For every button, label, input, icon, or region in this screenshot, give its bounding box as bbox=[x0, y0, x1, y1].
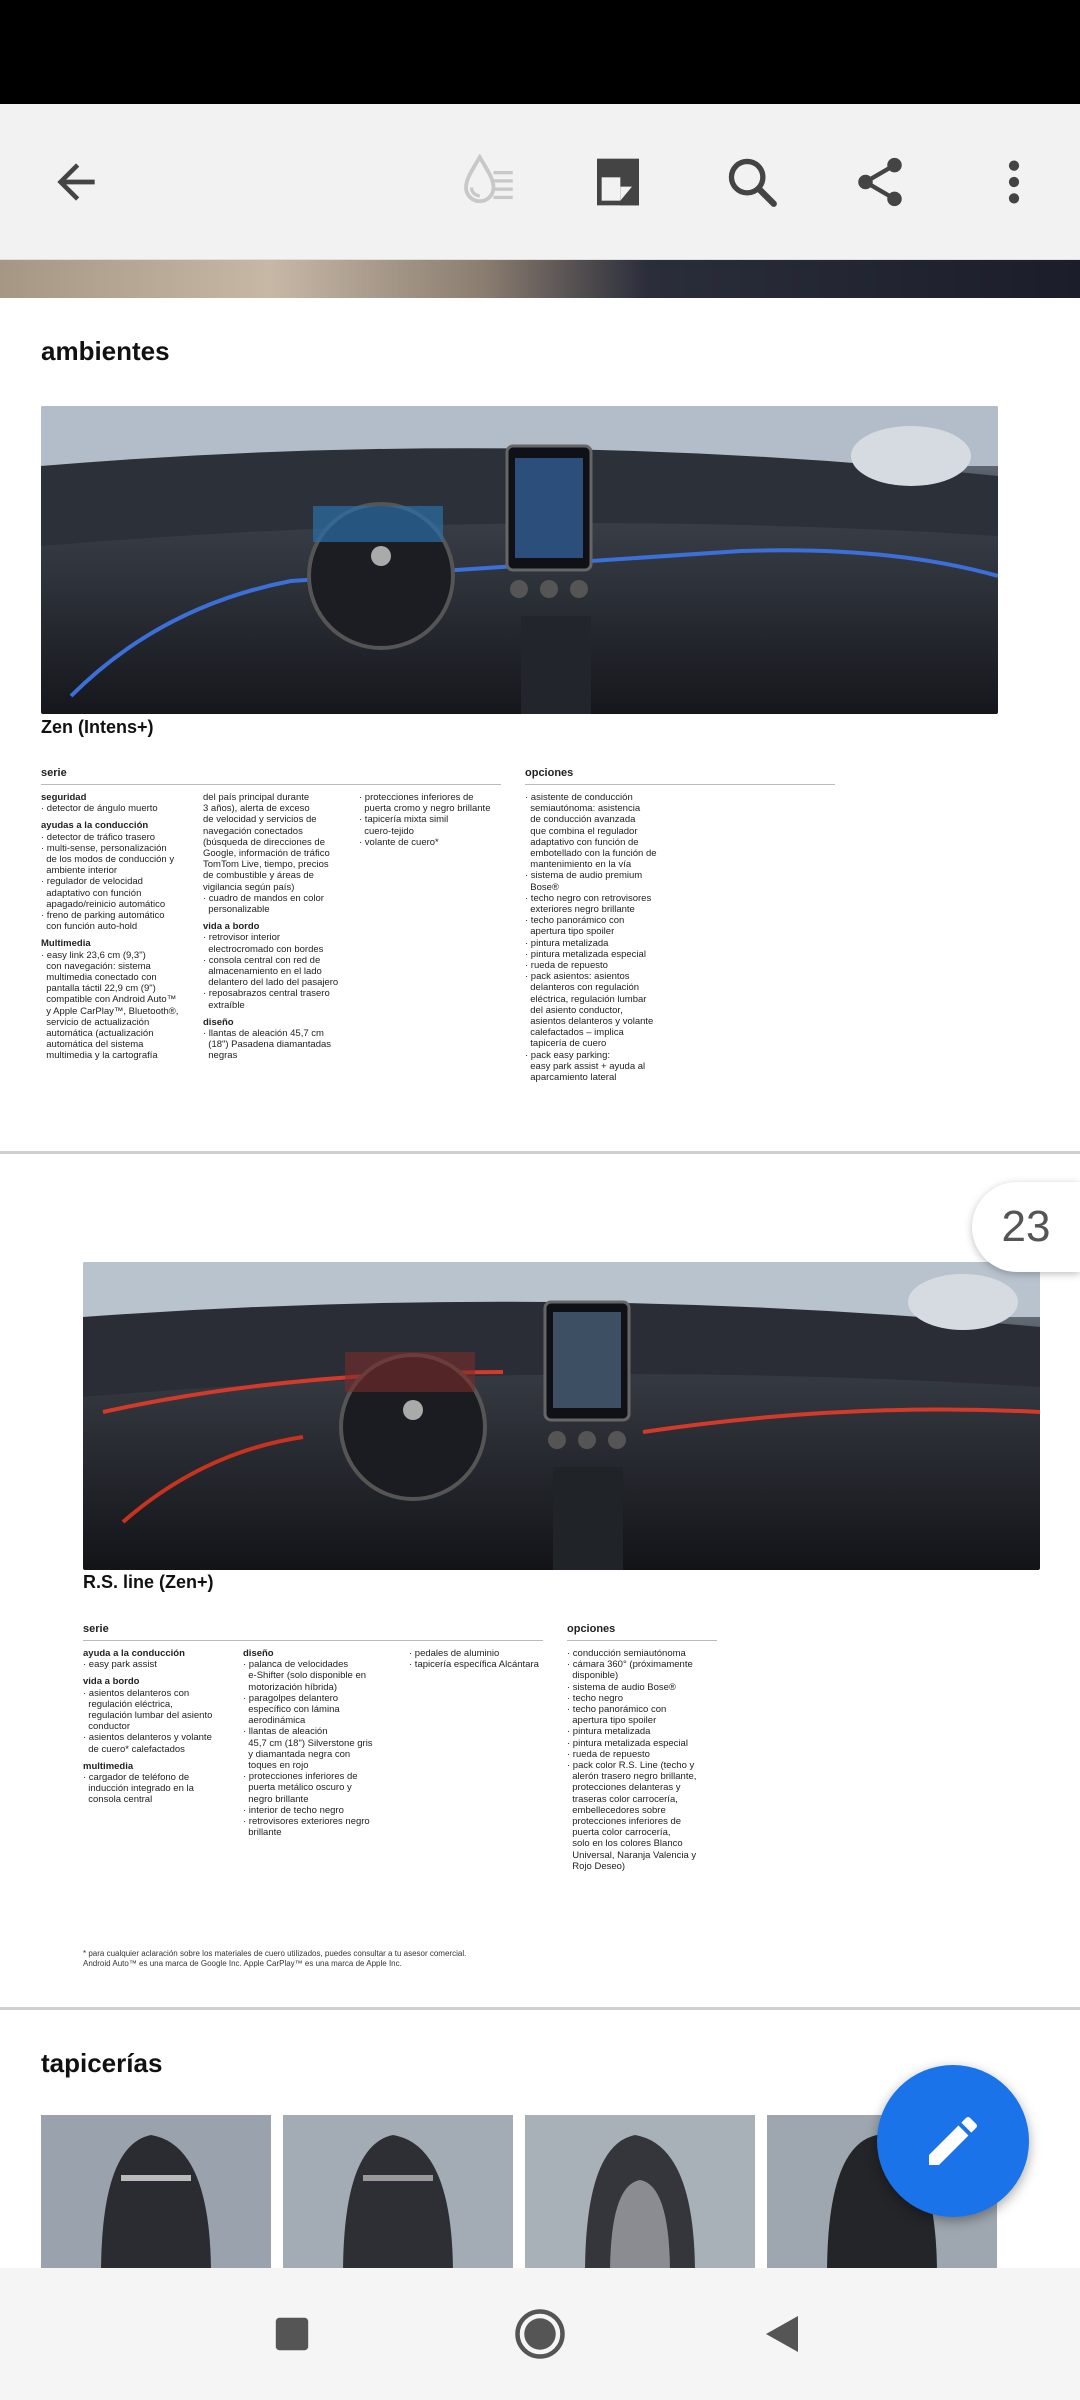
footnote-leather: * para cualquier aclaración sobre los materiales de cuero utilizados, puedes consultar a tu asesor comercial. bbox=[83, 1949, 467, 1958]
spec-line: · conducción semiautónoma bbox=[567, 1648, 686, 1659]
spec-group-heading: diseño bbox=[203, 1016, 234, 1028]
page-layout-icon bbox=[590, 154, 646, 210]
spec-line: automática (actualización bbox=[41, 1028, 154, 1040]
spec-line: aparcamiento lateral bbox=[525, 1072, 617, 1084]
spec-line: · regulador de velocidad bbox=[41, 876, 143, 888]
spec-line: apagado/reinicio automático bbox=[41, 898, 166, 910]
upholstery-thumb-3 bbox=[525, 2115, 755, 2268]
spec-line: (búsqueda de direcciones de bbox=[203, 836, 326, 848]
spec-line: · interior de techo negro bbox=[243, 1804, 344, 1816]
spec-line: · protecciones inferiores de bbox=[359, 792, 474, 803]
spec-group-heading: ayuda a la conducción bbox=[83, 1648, 185, 1659]
opciones-rule bbox=[567, 1640, 717, 1641]
system-nav-bar bbox=[0, 2268, 1080, 2400]
spec-line: · multi-sense, personalización bbox=[41, 842, 167, 854]
spec-line: puerta color carrocería, bbox=[567, 1827, 671, 1839]
spec-line: · pintura metalizada bbox=[567, 1726, 651, 1738]
spec-line: · asientos delanteros y volante bbox=[83, 1732, 212, 1744]
nav-back-button[interactable] bbox=[746, 2298, 818, 2370]
spec-line: eléctrica, regulación lumbar bbox=[525, 993, 647, 1005]
footnote bbox=[83, 1949, 466, 1969]
home-button[interactable] bbox=[504, 2298, 576, 2370]
spec-line: protecciones inferiores de bbox=[567, 1816, 682, 1828]
spec-line: Universal, Naranja Valencia y bbox=[567, 1849, 697, 1861]
spec-line: alerón trasero negro brillante, bbox=[567, 1771, 697, 1783]
spec-line: · pack easy parking: bbox=[525, 1049, 611, 1061]
spec-col-2 bbox=[203, 792, 338, 1062]
spec-line: y Apple CarPlay™, Bluetooth®, bbox=[41, 1005, 179, 1017]
spec-line: calefactados – implica bbox=[525, 1027, 624, 1039]
edit-pencil-icon bbox=[921, 2109, 985, 2173]
spec-group-heading: multimedia bbox=[83, 1760, 134, 1772]
spec-line: · llantas de aleación 45,7 cm bbox=[203, 1028, 324, 1040]
footnote-trademarks: Android Auto™ es una marca de Google Inc. Apple CarPlay™ es una marca de Apple Inc. bbox=[83, 1959, 402, 1968]
document-page[interactable] bbox=[0, 260, 1080, 2268]
spec-line: · asientos delanteros con bbox=[83, 1687, 190, 1699]
spec-line: con navegación: sistema bbox=[41, 960, 151, 972]
spec-line: apertura tipo spoiler bbox=[567, 1715, 657, 1727]
status-bar bbox=[0, 0, 1080, 104]
spec-line: · protecciones inferiores de bbox=[243, 1771, 358, 1783]
opciones-label: opciones bbox=[525, 767, 574, 779]
spec-line: e-Shifter (solo disponible en bbox=[243, 1670, 367, 1682]
spec-line: almacenamiento en el lado bbox=[203, 966, 322, 978]
spec-line: personalizable bbox=[203, 904, 270, 916]
spec-line: negras bbox=[203, 1050, 238, 1062]
spec-line: ambiente interior bbox=[41, 865, 118, 877]
spec-col-3 bbox=[359, 792, 490, 848]
spec-line: · consola central con red de bbox=[203, 954, 321, 966]
spec-line: del país principal durante bbox=[203, 792, 310, 803]
section-heading-ambientes: ambientes bbox=[41, 336, 170, 366]
spec-group-heading: ayudas a la conducción bbox=[41, 820, 149, 832]
page-number-indicator[interactable]: 23 bbox=[972, 1182, 1080, 1272]
spec-line: cuero-tejido bbox=[359, 825, 414, 837]
spec-line: extraíble bbox=[203, 999, 245, 1011]
search-icon bbox=[723, 153, 781, 211]
serie-label: serie bbox=[41, 767, 67, 779]
spec-line: adaptativo con función de bbox=[525, 836, 639, 848]
home-circle-icon bbox=[513, 2307, 567, 2361]
spec-line: de cuero* calefactados bbox=[83, 1743, 185, 1755]
page-separator bbox=[0, 1151, 1080, 1154]
spec-line: · easy park assist bbox=[83, 1659, 157, 1671]
spec-line: pantalla táctil 22,9 cm (9") bbox=[41, 983, 156, 995]
spec-line: de conducción avanzada bbox=[525, 814, 636, 826]
spec-line: servicio de actualización bbox=[41, 1016, 150, 1028]
spec-line: mantenimiento en la vía bbox=[525, 859, 632, 871]
spec-line: puerta cromo y negro brillante bbox=[359, 803, 491, 815]
spec-col-1 bbox=[41, 792, 178, 1062]
spec-line: delanteros con regulación bbox=[525, 982, 640, 994]
spec-line: negro brillante bbox=[243, 1793, 309, 1805]
caption-rs-line: R.S. line (Zen+) bbox=[83, 1572, 214, 1592]
spec-line: · easy link 23,6 cm (9,3") bbox=[41, 949, 146, 961]
share-button[interactable] bbox=[840, 142, 920, 222]
serie-rule bbox=[83, 1640, 543, 1641]
spec-line: y diamantada negra con bbox=[243, 1748, 351, 1760]
spec-line: electrocromado con bordes bbox=[203, 943, 324, 955]
page-layout-button[interactable] bbox=[578, 142, 658, 222]
upholstery-thumb-1 bbox=[41, 2115, 271, 2268]
spec-line: del asiento conductor, bbox=[525, 1004, 623, 1016]
opciones-rule bbox=[525, 784, 835, 785]
spec-table-zen bbox=[41, 768, 841, 1098]
interior-photo-rs-line bbox=[83, 1262, 1040, 1570]
recents-button[interactable] bbox=[256, 2298, 328, 2370]
spec-line: con función auto-hold bbox=[41, 921, 138, 933]
spec-line: · tapicería mixta simil bbox=[359, 814, 449, 826]
more-vert-icon bbox=[994, 154, 1034, 210]
spec-line: TomTom Live, tiempo, precios bbox=[203, 859, 329, 871]
spec-line: compatible con Android Auto™ bbox=[41, 994, 177, 1006]
spec-line: aerodinámica bbox=[243, 1715, 306, 1727]
spec-line: traseras color carrocería, bbox=[567, 1793, 678, 1805]
spec-line: toques en rojo bbox=[243, 1760, 309, 1772]
spec-line: específico con lámina bbox=[243, 1704, 340, 1716]
previous-page-photo bbox=[0, 260, 1080, 298]
spec-line: · sistema de audio Bose® bbox=[567, 1681, 676, 1693]
spec-line: · retrovisor interior bbox=[203, 932, 281, 944]
spec-line: 3 años), alerta de exceso bbox=[203, 803, 310, 815]
spec-line: · volante de cuero* bbox=[359, 836, 439, 848]
spec-line: brillante bbox=[243, 1827, 282, 1839]
spec-line: embellecedores sobre bbox=[567, 1804, 666, 1816]
spec-line: delantero del lado del pasajero bbox=[203, 977, 339, 989]
spec-line: easy park assist + ayuda al bbox=[525, 1060, 646, 1072]
spec-line: · paragolpes delantero bbox=[243, 1692, 339, 1704]
spec-group-heading: seguridad bbox=[41, 792, 87, 803]
opciones-label: opciones bbox=[567, 1623, 616, 1635]
spec-line: · rueda de repuesto bbox=[525, 960, 608, 972]
spec-group-heading: Multimedia bbox=[41, 938, 91, 950]
spec-line: exteriores negro brillante bbox=[525, 904, 635, 916]
spec-line: · pack color R.S. Line (techo y bbox=[567, 1760, 695, 1772]
spec-line: Bose® bbox=[525, 881, 559, 893]
reading-mode-button[interactable] bbox=[448, 142, 528, 222]
spec-line: · asistente de conducción bbox=[525, 792, 633, 803]
spec-line: multimedia y la cartografía bbox=[41, 1050, 158, 1062]
spec-line: disponible) bbox=[567, 1670, 619, 1682]
spec-line: vigilancia según país) bbox=[203, 881, 295, 893]
back-triangle-icon bbox=[762, 2314, 802, 2354]
spec-line: de los modos de conducción y bbox=[41, 854, 175, 866]
reading-mode-icon bbox=[455, 149, 521, 215]
spec-line: adaptativo con función bbox=[41, 887, 142, 899]
spec-line: · techo negro bbox=[567, 1692, 623, 1704]
spec-line: semiautónoma: asistencia bbox=[525, 803, 641, 815]
search-button[interactable] bbox=[712, 142, 792, 222]
spec-line: (18") Pasadena diamantadas bbox=[203, 1039, 332, 1051]
recents-square-icon bbox=[274, 2316, 310, 2352]
spec-group-heading: vida a bordo bbox=[83, 1676, 140, 1688]
section-heading-tapicerias: tapicerías bbox=[41, 2048, 163, 2078]
interior-photo-zen bbox=[41, 406, 998, 714]
spec-col-4 bbox=[525, 792, 657, 1083]
spec-group-heading: vida a bordo bbox=[203, 921, 260, 933]
spec-line: · detector de tráfico trasero bbox=[41, 831, 156, 843]
spec-line: · techo panorámico con bbox=[567, 1704, 667, 1716]
spec-line: · pintura metalizada especial bbox=[567, 1737, 688, 1749]
serie-label: serie bbox=[83, 1623, 109, 1635]
spec-line: · pack asientos: asientos bbox=[525, 971, 630, 983]
spec-col-1 bbox=[83, 1648, 212, 1806]
spec-line: automática del sistema bbox=[41, 1039, 144, 1051]
arrow-left-icon bbox=[48, 154, 104, 210]
spec-group-heading: diseño bbox=[243, 1648, 274, 1659]
spec-line: de velocidad y servicios de bbox=[203, 814, 317, 826]
spec-line: · cuadro de mandos en color bbox=[203, 892, 324, 904]
spec-col-2 bbox=[243, 1648, 373, 1838]
spec-line: · cámara 360° (próximamente bbox=[567, 1659, 693, 1671]
spec-line: · palanca de velocidades bbox=[243, 1659, 349, 1671]
spec-line: · retrovisores exteriores negro bbox=[243, 1816, 370, 1828]
spec-line: Rojo Deseo) bbox=[567, 1860, 626, 1872]
spec-line: que combina el regulador bbox=[525, 825, 638, 837]
spec-line: regulación lumbar del asiento bbox=[83, 1710, 213, 1722]
spec-col-3 bbox=[409, 1648, 539, 1670]
spec-line: puerta metálico oscuro y bbox=[243, 1782, 352, 1794]
spec-line: · sistema de audio premium bbox=[525, 870, 643, 882]
toolbar bbox=[0, 104, 1080, 260]
spec-line: · pedales de aluminio bbox=[409, 1648, 500, 1659]
spec-line: multimedia conectado con bbox=[41, 972, 157, 984]
caption-zen-intens: Zen (Intens+) bbox=[41, 717, 154, 737]
spec-line: tapicería de cuero bbox=[525, 1038, 607, 1050]
spec-line: apertura tipo spoiler bbox=[525, 926, 615, 938]
spec-line: embotellado con la función de bbox=[525, 848, 657, 860]
spec-line: solo en los colores Blanco bbox=[567, 1838, 683, 1850]
spec-line: · pintura metalizada especial bbox=[525, 948, 646, 960]
share-icon bbox=[851, 153, 909, 211]
spec-line: navegación conectados bbox=[203, 825, 303, 837]
spec-line: · llantas de aleación bbox=[243, 1726, 328, 1738]
spec-line: asientos delanteros y volante bbox=[525, 1016, 654, 1028]
serie-rule bbox=[41, 784, 501, 785]
spec-line: · freno de parking automático bbox=[41, 910, 165, 922]
spec-line: · cargador de teléfono de bbox=[83, 1772, 190, 1784]
spec-line: de combustible y áreas de bbox=[203, 870, 314, 882]
spec-line: 45,7 cm (18") Silverstone gris bbox=[243, 1737, 373, 1749]
upholstery-thumb-2 bbox=[283, 2115, 513, 2268]
page-separator bbox=[0, 2007, 1080, 2010]
spec-line: · reposabrazos central trasero bbox=[203, 988, 330, 1000]
spec-line: · pintura metalizada bbox=[525, 937, 609, 949]
spec-line: · detector de ángulo muerto bbox=[41, 803, 158, 815]
spec-line: · tapicería específica Alcántara bbox=[409, 1659, 539, 1671]
spec-line: inducción integrado en la bbox=[83, 1783, 194, 1795]
spec-line: regulación eléctrica, bbox=[83, 1698, 173, 1710]
spec-line: · techo panorámico con bbox=[525, 915, 625, 927]
more-options-button[interactable] bbox=[974, 142, 1054, 222]
spec-line: consola central bbox=[83, 1794, 153, 1806]
spec-line: Google, información de tráfico bbox=[203, 848, 330, 860]
back-button[interactable] bbox=[36, 142, 116, 222]
spec-line: · techo negro con retrovisores bbox=[525, 892, 652, 904]
spec-line: motorización híbrida) bbox=[243, 1681, 337, 1693]
spec-line: conductor bbox=[83, 1721, 130, 1733]
edit-fab-button[interactable] bbox=[877, 2065, 1029, 2217]
spec-table-rs-line bbox=[83, 1624, 783, 1904]
spec-line: · rueda de repuesto bbox=[567, 1748, 650, 1760]
spec-line: protecciones delanteras y bbox=[567, 1782, 681, 1794]
spec-col-4 bbox=[567, 1648, 696, 1872]
